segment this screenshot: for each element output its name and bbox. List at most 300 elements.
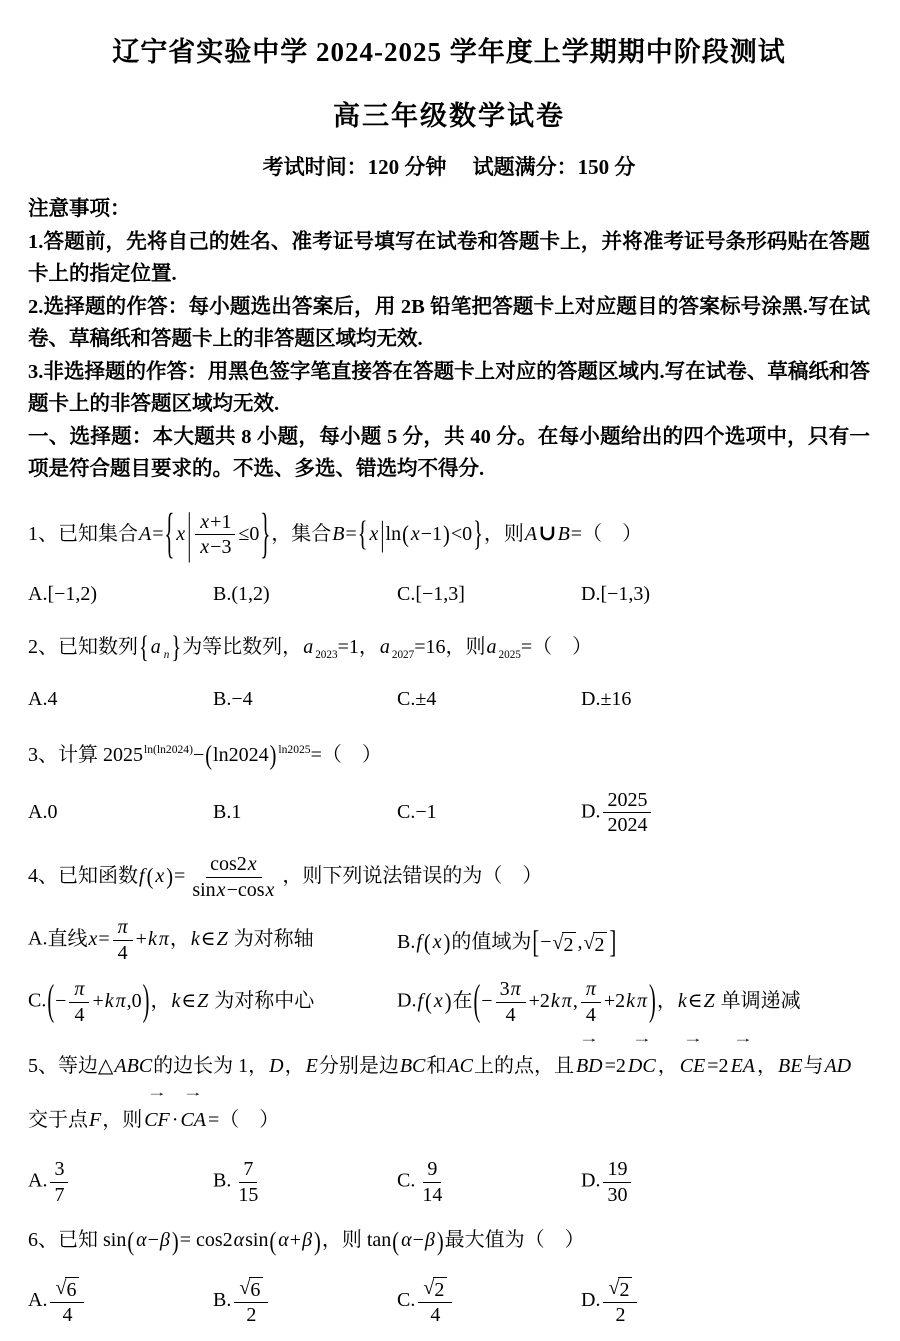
question-2-option-b <box>213 680 397 718</box>
option-label: A. <box>28 927 48 950</box>
math-delimiter: | <box>187 505 192 565</box>
fraction-numerator <box>50 1158 68 1182</box>
question-1-option-b <box>213 574 397 614</box>
math-text: sin <box>245 1229 269 1252</box>
option-content <box>415 1158 449 1206</box>
math-operator: ∪ <box>538 519 557 545</box>
math-variable: x <box>88 927 98 950</box>
option-content <box>47 916 314 964</box>
sqrt-radical-icon: √ <box>583 931 595 954</box>
math-delimiter: ] <box>609 925 617 960</box>
option-label: D. <box>581 582 601 605</box>
math-delimiter: ( <box>423 929 431 956</box>
question-1-option-d <box>581 574 870 614</box>
fraction-numerator <box>50 1276 84 1303</box>
option-label: C. <box>397 1288 416 1311</box>
option-content <box>231 1276 271 1326</box>
math-fraction <box>195 511 235 559</box>
sqrt-radical-icon: √ <box>55 1276 67 1299</box>
option-content <box>47 801 57 823</box>
notices-block <box>28 193 870 486</box>
notice-item-1: 1.答题前，先将自己的姓名、准考证号填写在试卷和答题卡上，并将准考证号条形码贴在答题卡上的指定位置. <box>28 230 870 285</box>
math-text: 分别是边 <box>318 1055 399 1078</box>
math-text: 在 <box>452 989 473 1012</box>
math-text: 9 <box>427 1158 438 1181</box>
math-variable: π <box>115 989 126 1012</box>
question-5-option-b <box>213 1158 397 1206</box>
math-variable: x <box>432 930 442 953</box>
vector-arrow-icon: → <box>146 1085 168 1100</box>
math-sqrt <box>583 932 607 956</box>
question-2-options <box>28 680 870 718</box>
math-variable: AD <box>824 1055 852 1078</box>
math-variable: x <box>216 878 226 901</box>
math-text: ±4 <box>415 687 437 710</box>
fraction-denominator <box>58 1303 76 1326</box>
math-text: −4 <box>231 687 253 710</box>
question-2-stem <box>28 626 870 676</box>
exam-meta: 考试时间：120 分钟 试题满分：150 分 <box>262 155 636 179</box>
question-6-option-b <box>213 1276 397 1326</box>
option-label: D. <box>581 1169 601 1192</box>
sqrt-radicand: 2 <box>593 932 607 956</box>
fraction-numerator <box>195 511 235 535</box>
option-content <box>600 1276 640 1326</box>
math-delimiter: [ <box>532 925 540 960</box>
math-text: 7 <box>243 1158 254 1181</box>
questions-area <box>28 494 870 1333</box>
question-4-option-a <box>28 916 397 964</box>
vector-arrow-icon: → <box>579 1031 600 1046</box>
question-3-option-c <box>397 801 581 824</box>
math-fraction <box>603 1158 631 1206</box>
math-text: =（ ） <box>570 522 643 545</box>
question-2 <box>28 626 870 718</box>
math-text: −3 <box>210 536 232 559</box>
math-variable: k <box>677 989 687 1012</box>
option-content <box>600 583 650 605</box>
question-4-options-row-2 <box>28 971 870 1033</box>
math-text: 6、已知 sin <box>28 1229 127 1252</box>
math-text: + <box>135 927 147 950</box>
math-vector <box>144 1085 170 1147</box>
math-text: 和 <box>426 1055 447 1078</box>
math-variable: f <box>416 930 422 953</box>
math-text: ∈ <box>181 989 197 1012</box>
math-variable: A <box>139 522 152 545</box>
option-label: A. <box>28 687 48 710</box>
question-2-option-c <box>397 680 581 718</box>
question-5 <box>28 1031 870 1209</box>
math-text: [−1,2) <box>47 582 98 605</box>
math-variable: ABC <box>114 1055 153 1078</box>
math-text: + <box>92 989 104 1012</box>
math-text: + <box>289 1229 302 1252</box>
sqrt-radical-icon: √ <box>423 1276 435 1299</box>
math-variable: β <box>302 1229 313 1252</box>
fraction-denominator <box>234 1183 262 1206</box>
vector-body: BD <box>575 1055 603 1078</box>
question-1-option-c <box>397 574 581 614</box>
math-text: = <box>345 522 357 545</box>
math-text: [−1,3] <box>415 582 465 605</box>
notice-item-2: 2.选择题的作答：每小题选出答案后，用 2B 铅笔把答题卡上对应题目的答案标号涂黑.写在试卷、草稿纸和答题卡上的非答题区域均无效. <box>28 295 870 350</box>
option-label: B. <box>397 930 416 953</box>
notice-item-3: 3.非选择题的作答：用黑色签字笔直接答在答题卡上对应的答题区域内.写在试卷、草稿纸和答题卡上的非答题区域均无效. <box>28 360 870 415</box>
question-1 <box>28 494 870 614</box>
question-6-option-c <box>397 1276 581 1326</box>
vector-body: EA <box>730 1055 755 1078</box>
question-3-option-d <box>581 789 870 837</box>
math-text: 交于点 <box>28 1109 88 1132</box>
math-text: <0 <box>450 522 473 545</box>
vector-body: CA <box>180 1109 207 1132</box>
math-vector <box>180 1085 207 1147</box>
math-delimiter: ( <box>146 864 154 890</box>
math-text: 4 <box>117 941 128 964</box>
math-text: 4 <box>74 1003 85 1026</box>
fraction-numerator <box>418 1276 452 1303</box>
math-text: 2 <box>615 1303 626 1326</box>
math-fraction <box>418 1276 452 1326</box>
math-text: −1 <box>420 522 443 545</box>
math-variable: π <box>510 978 521 1001</box>
math-variable: a <box>486 635 497 658</box>
math-delimiter: { <box>357 516 368 554</box>
fraction-denominator <box>603 813 651 836</box>
math-text: ， <box>656 989 677 1012</box>
question-5-option-a <box>28 1158 213 1206</box>
math-text: =（ ） <box>208 1109 280 1132</box>
math-delimiter: ( <box>127 1227 135 1257</box>
fraction-numerator <box>603 789 651 813</box>
math-variable: x <box>433 989 443 1012</box>
math-text: = cos2 <box>179 1229 233 1252</box>
sqrt-radicand: 2 <box>562 932 576 956</box>
math-variable: π <box>158 927 169 950</box>
section-1-intro: 一、选择题：本大题共 8 小题，每小题 5 分，共 40 分。在每小题给出的四个选项中，只有一项是符合题目要求的。不选、多选、错选均不得分. <box>28 425 870 480</box>
math-text: +2 <box>603 989 626 1012</box>
math-text: ， <box>284 1055 305 1078</box>
math-text: =16，则 <box>414 635 486 658</box>
vector-arrow-icon: → <box>183 1085 204 1100</box>
math-variable: k <box>190 927 200 950</box>
fraction-denominator <box>188 878 279 901</box>
math-variable: x <box>265 878 275 901</box>
math-delimiter: ) <box>443 929 451 956</box>
option-content <box>600 688 631 710</box>
fraction-denominator <box>195 535 235 558</box>
math-text: − <box>412 1229 424 1252</box>
option-label: C. <box>397 1169 416 1192</box>
math-text: 2 <box>246 1303 257 1326</box>
question-3-option-a <box>28 801 213 824</box>
math-subscript: 2025 <box>498 648 521 661</box>
option-label: D. <box>581 687 601 710</box>
math-variable: AC <box>447 1055 473 1078</box>
math-text: cos2 <box>210 853 247 876</box>
math-variable: Z <box>216 927 228 950</box>
math-variable: a <box>303 635 314 658</box>
option-label: D. <box>581 1288 601 1311</box>
option-label: B. <box>213 1288 232 1311</box>
option-content <box>231 801 241 823</box>
math-variable: B <box>332 522 345 545</box>
math-sqrt <box>608 1277 632 1301</box>
math-text: 单调递减 <box>715 989 801 1012</box>
option-label: D. <box>397 989 417 1012</box>
math-delimiter: ( <box>269 1227 277 1257</box>
option-content <box>600 789 654 837</box>
sqrt-radical-icon: √ <box>608 1276 620 1299</box>
option-content <box>415 801 436 823</box>
option-content <box>231 1158 265 1206</box>
question-4-options-row-1 <box>28 909 870 971</box>
fraction-numerator <box>113 916 133 940</box>
option-content <box>415 1276 455 1326</box>
math-vector <box>575 1031 603 1093</box>
question-6-options <box>28 1269 870 1333</box>
math-text: ln2024 <box>213 743 269 766</box>
math-text: ， <box>150 989 171 1012</box>
math-variable: x <box>410 522 420 545</box>
option-content <box>47 1158 71 1206</box>
math-delimiter: { <box>164 505 175 565</box>
math-text: ， <box>757 1055 777 1078</box>
math-delimiter: ) <box>436 1227 444 1257</box>
option-label: C. <box>28 989 47 1012</box>
math-variable: x <box>200 536 210 559</box>
math-text: ∈ <box>200 927 216 950</box>
math-fraction <box>69 978 89 1026</box>
math-fraction <box>603 1276 637 1326</box>
math-delimiter: ( <box>205 741 213 771</box>
option-label: C. <box>397 801 416 824</box>
math-text: 为等比数列， <box>182 635 303 658</box>
option-content <box>46 978 315 1026</box>
math-fraction <box>113 916 133 964</box>
math-text: ，集合 <box>271 522 332 545</box>
math-fraction <box>418 1158 446 1206</box>
option-content <box>416 978 801 1026</box>
math-variable: x <box>176 522 186 545</box>
fraction-denominator <box>418 1183 446 1206</box>
math-text: 4、已知函数 <box>28 864 138 887</box>
vector-arrow-icon: → <box>732 1031 753 1046</box>
question-6-stem <box>28 1217 870 1264</box>
math-text: 0 <box>47 801 58 824</box>
math-variable: π <box>561 989 572 1012</box>
math-delimiter: } <box>473 516 483 554</box>
math-text: ≤0 <box>238 522 260 545</box>
math-sqrt <box>55 1277 79 1301</box>
option-label: C. <box>397 687 416 710</box>
math-text: 4 <box>430 1303 441 1326</box>
option-content <box>47 1276 87 1326</box>
math-fraction <box>496 978 526 1026</box>
sqrt-radicand: 6 <box>65 1277 79 1301</box>
question-4 <box>28 844 870 1033</box>
math-text: ,0 <box>126 989 142 1012</box>
math-variable: α <box>401 1229 412 1252</box>
math-text: 19 <box>607 1158 628 1181</box>
fraction-denominator <box>426 1303 444 1326</box>
question-4-option-d <box>397 978 870 1026</box>
math-delimiter: ) <box>444 989 452 1015</box>
option-label: A. <box>28 1288 48 1311</box>
math-variable: x <box>369 522 379 545</box>
option-content <box>415 688 436 710</box>
option-content <box>415 583 465 605</box>
sqrt-radicand: 2 <box>433 1277 447 1301</box>
question-2-option-a <box>28 680 213 718</box>
math-delimiter: ) <box>171 1227 179 1257</box>
math-fraction <box>50 1158 68 1206</box>
math-variable: f <box>139 864 145 887</box>
math-text: = <box>152 522 164 545</box>
math-text: =（ ） <box>310 743 382 766</box>
math-text: ，则 <box>483 522 524 545</box>
math-text: −1 <box>415 801 437 824</box>
vector-body: DC <box>627 1055 656 1078</box>
math-variable: π <box>74 978 85 1001</box>
question-6-option-a <box>28 1276 213 1326</box>
math-text: 的边长为 1， <box>153 1055 269 1078</box>
math-sqrt <box>552 932 576 956</box>
question-3-stem <box>28 726 870 780</box>
math-variable: k <box>550 989 560 1012</box>
option-label: D. <box>581 800 601 823</box>
math-variable: Z <box>197 989 209 1012</box>
math-superscript: ln(ln2024) <box>144 742 193 756</box>
math-superscript: ln2025 <box>278 742 311 756</box>
math-variable: π <box>585 978 596 1001</box>
math-text: 4 <box>505 1003 516 1026</box>
notices-heading: 注意事项： <box>28 198 131 220</box>
math-variable: π <box>637 989 648 1012</box>
math-vector <box>730 1031 755 1093</box>
math-text: +2 <box>528 989 550 1012</box>
math-text: 3 <box>499 978 510 1001</box>
question-3-options <box>28 784 870 842</box>
math-text: =1， <box>337 635 379 658</box>
math-text: 14 <box>422 1183 443 1206</box>
math-text: +1 <box>210 511 232 534</box>
fraction-denominator <box>50 1183 68 1206</box>
fraction-numerator <box>206 853 262 877</box>
math-variable: A <box>524 522 538 545</box>
math-variable: α <box>136 1229 147 1252</box>
fraction-denominator <box>582 1003 600 1026</box>
math-text: 与 <box>803 1055 824 1078</box>
math-fraction <box>234 1158 262 1206</box>
math-variable: k <box>171 989 181 1012</box>
math-text: [−1,3) <box>600 582 651 605</box>
question-5-option-d <box>581 1158 870 1206</box>
math-variable: x <box>247 853 257 876</box>
fraction-numerator <box>581 978 601 1002</box>
option-label: A. <box>28 582 48 605</box>
math-text: 最大值为（ ） <box>444 1229 585 1252</box>
option-content <box>47 583 97 605</box>
question-3 <box>28 726 870 842</box>
math-vector <box>679 1031 706 1093</box>
question-3-option-b <box>213 801 397 824</box>
math-text: − <box>192 743 205 766</box>
question-6 <box>28 1217 870 1332</box>
math-text: 15 <box>238 1183 259 1206</box>
option-label: A. <box>28 1169 48 1192</box>
math-text: 2025 <box>607 789 648 811</box>
vector-arrow-icon: → <box>682 1031 703 1046</box>
question-4-option-c <box>28 978 397 1026</box>
option-content <box>415 925 617 960</box>
fraction-denominator <box>611 1303 629 1326</box>
math-variable: α <box>233 1229 245 1252</box>
fraction-denominator <box>114 941 132 964</box>
math-variable: E <box>305 1055 318 1078</box>
math-sqrt <box>239 1277 263 1301</box>
math-variable: B <box>557 522 570 545</box>
math-vector <box>627 1031 656 1093</box>
math-variable: BE <box>778 1055 803 1078</box>
math-delimiter: ( <box>47 978 55 1025</box>
math-text: ，则 tan <box>321 1229 392 1252</box>
math-variable: a <box>150 635 161 658</box>
option-content <box>47 688 57 710</box>
math-text: 1 <box>231 801 242 824</box>
math-fraction <box>603 789 651 837</box>
math-delimiter: ) <box>314 1227 321 1257</box>
math-text: ， <box>657 1055 678 1078</box>
math-delimiter: } <box>171 631 182 665</box>
math-delimiter: ) <box>142 978 150 1025</box>
option-label: A. <box>28 801 48 824</box>
math-variable: β <box>159 1229 170 1252</box>
math-text: − <box>55 989 67 1012</box>
question-5-option-c <box>397 1158 581 1206</box>
sqrt-radical-icon: √ <box>239 1276 251 1299</box>
fraction-numerator <box>603 1158 631 1182</box>
math-delimiter: ( <box>473 978 481 1025</box>
math-text: (1,2) <box>231 582 270 605</box>
math-text: =2 <box>707 1055 729 1078</box>
math-variable: β <box>424 1229 435 1252</box>
math-variable: x <box>200 511 210 534</box>
math-variable: f <box>417 989 424 1012</box>
math-fraction <box>581 978 601 1026</box>
math-fraction <box>188 853 279 901</box>
option-label: B. <box>213 801 232 824</box>
math-fraction <box>50 1276 84 1326</box>
math-delimiter: ) <box>443 521 450 549</box>
fraction-numerator <box>496 978 526 1002</box>
fraction-numerator <box>239 1158 257 1182</box>
math-variable: Z <box>703 989 715 1012</box>
math-text: 为对称中心 <box>209 989 315 1012</box>
option-label: B. <box>213 582 232 605</box>
math-text: 7 <box>54 1183 65 1206</box>
math-delimiter: { <box>139 631 149 665</box>
math-variable: k <box>104 989 114 1012</box>
math-text: 2024 <box>607 814 648 837</box>
question-6-option-d <box>581 1276 870 1326</box>
math-subscript: n <box>163 648 170 661</box>
math-variable: k <box>626 989 636 1012</box>
sqrt-radical-icon: √ <box>552 931 564 954</box>
math-text: 1、已知集合 <box>28 522 138 545</box>
question-1-stem <box>28 494 870 574</box>
